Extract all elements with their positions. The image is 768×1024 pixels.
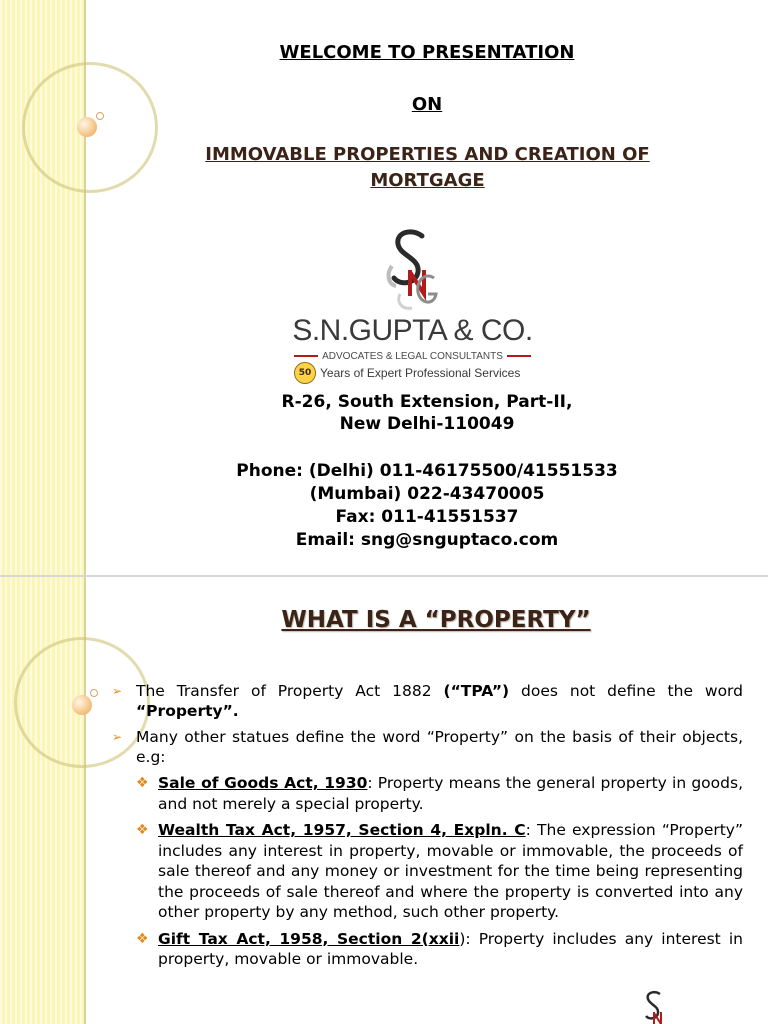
slide-2 (0, 577, 768, 1024)
bullet-text: The Transfer of Property Act 1882 (136, 682, 444, 700)
bullet-item (112, 681, 743, 721)
sng-monogram-small-icon (640, 990, 670, 1024)
diamond-bullet-icon: ❖ (136, 822, 149, 838)
sub-bullet-item (112, 773, 743, 814)
sub-bullet-title: Gift Tax Act, 1958, Section 2(xxii (158, 929, 460, 948)
address-line-1: R-26, South Extension, Part-II, (281, 392, 573, 412)
sub-bullet-item (112, 929, 743, 970)
slide-heading: WHAT IS A “PROPERTY” (281, 607, 591, 633)
title-on: ON (411, 94, 443, 115)
sub-bullet-text: : Property means the general property in goods, and not merely a special property. (158, 774, 743, 813)
sub-bullet-title: Sale of Goods Act, 1930 (158, 774, 368, 792)
sub-bullet-item (112, 820, 743, 923)
fax: Fax: 011-41551537 (335, 507, 519, 527)
firm-logo (290, 226, 535, 386)
bullet-text: does not define the word (509, 682, 743, 700)
years-row (294, 362, 531, 384)
years-text: Years of Expert Professional Services (320, 366, 521, 380)
email: Email: sng@snguptaco.com (295, 530, 559, 550)
red-line-left (294, 355, 318, 357)
firm-name: S.N.GUPTA & CO. (292, 314, 533, 347)
address-line-2: New Delhi-110049 (339, 414, 515, 434)
phone-delhi: Phone: (Delhi) 011-46175500/41551533 (236, 461, 618, 481)
diamond-bullet-icon: ❖ (136, 930, 149, 947)
bullet-text-bold: (“TPA”) (443, 682, 510, 700)
tagline-row (294, 350, 531, 362)
arrow-bullet-icon: ➢ (112, 730, 123, 744)
bullet-text-bold: “Property”. (136, 702, 239, 720)
title-topic: IMMOVABLE PROPERTIES AND CREATION OF MORTGAGE (205, 144, 650, 191)
decorative-orb (77, 117, 97, 137)
phone-mumbai: (Mumbai) 022-43470005 (309, 484, 545, 504)
anniversary-badge-icon: 50 (294, 362, 316, 384)
title-welcome: WELCOME TO PRESENTATION (279, 42, 575, 63)
sub-bullet-text: : The expression “Property” includes any interest in property, movable or immovable, the proceeds of sale thereof and any money or investment for the time being representing the proceeds of sale thereof and where the property is converted into any other property by any method, such other property. (158, 821, 744, 921)
diamond-bullet-icon: ❖ (136, 775, 149, 791)
decorative-orb-small (90, 689, 98, 697)
bullet-text: Many other statues define the word “Property” on the basis of their objects, e.g: (136, 728, 743, 766)
red-line-right (507, 355, 531, 357)
sng-monogram-icon (382, 226, 442, 311)
sub-bullet-text: ): Property includes any interest in property, movable or immovable. (158, 929, 743, 968)
firm-tagline: ADVOCATES & LEGAL CONSULTANTS (322, 350, 503, 362)
arrow-bullet-icon: ➢ (112, 684, 123, 698)
bullet-list (112, 681, 743, 976)
bullet-item (112, 727, 743, 767)
sub-bullet-title: Wealth Tax Act, 1957, Section 4, Expln. C (158, 821, 526, 839)
decorative-orb (72, 695, 92, 715)
